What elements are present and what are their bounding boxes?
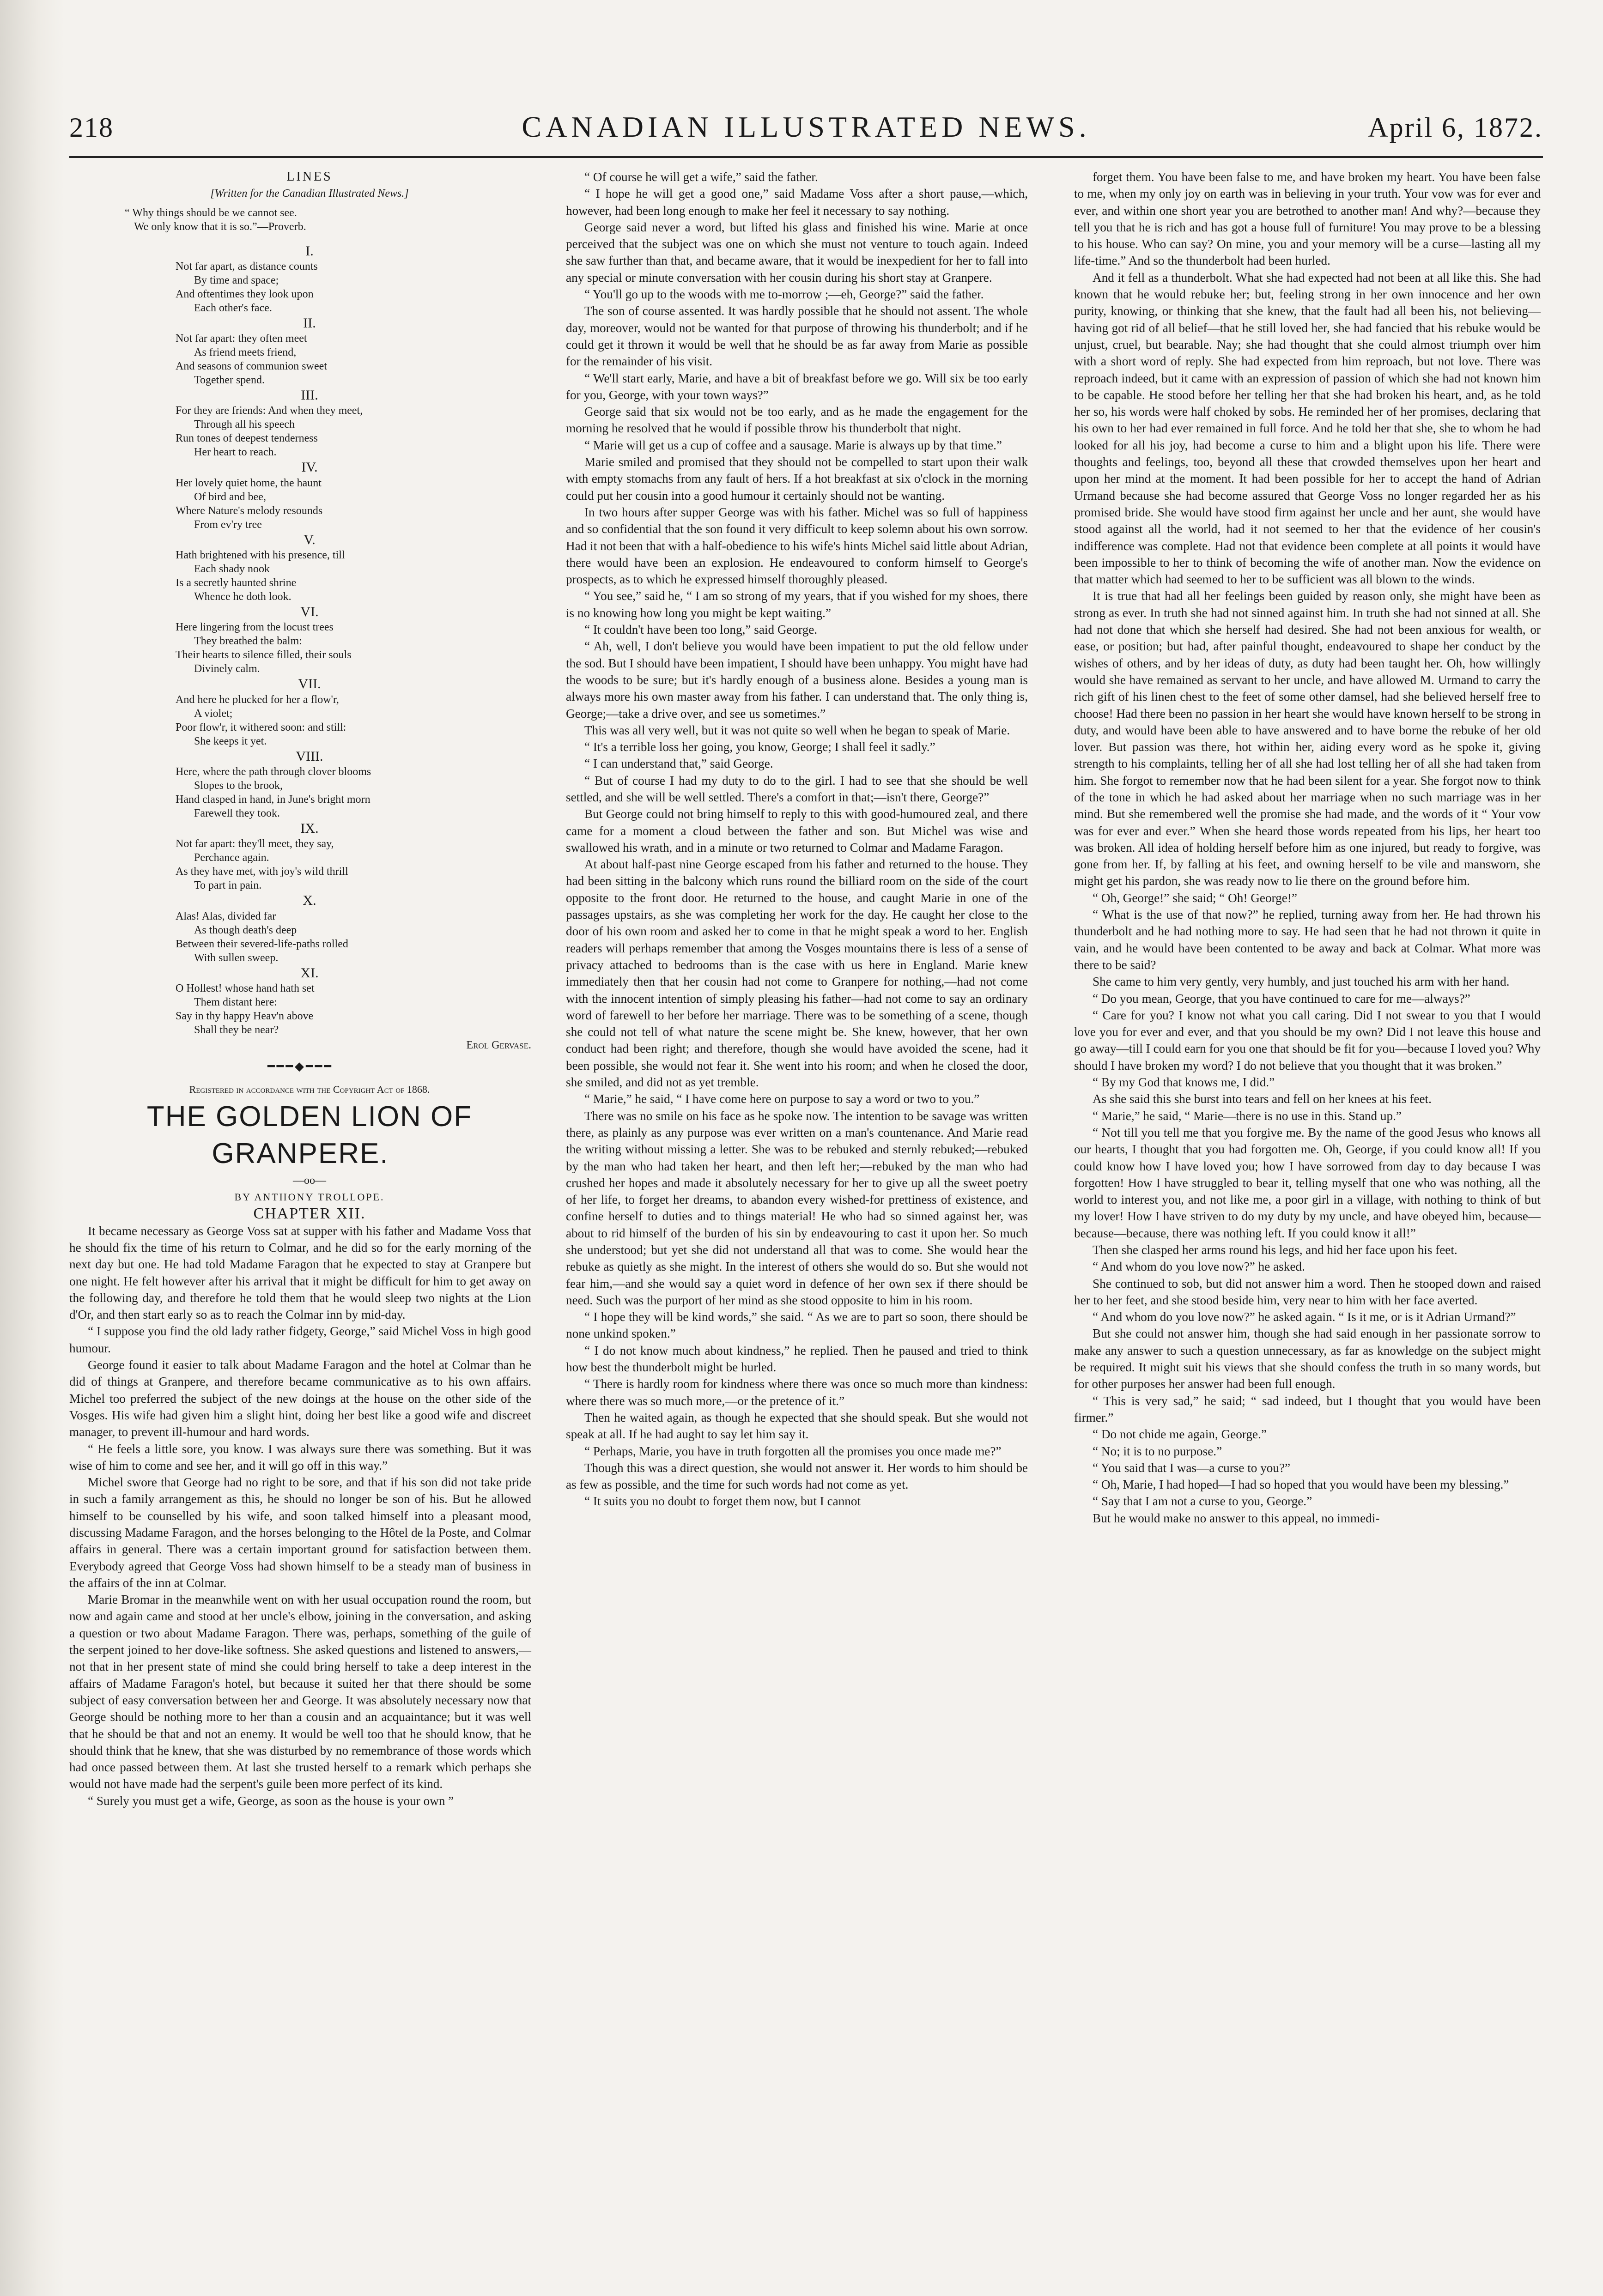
story-paragraph: “ Oh, Marie, I had hoped—I had so hoped that you would have been my blessing.” — [1093, 1478, 1509, 1492]
poem-line: Through all his speech — [194, 418, 295, 431]
story-paragraph: But George could not bring himself to reply to this with good-humoured zeal, and there came for a moment a cloud between the father and son. But Michel was wise and swallowed his wrath, and in a minute or two returned to Colmar and Madame Faragon. — [566, 807, 1028, 854]
story-paragraph: “ By my God that knows me, I did.” — [1093, 1075, 1275, 1090]
story-paragraph: “ Ah, well, I don't believe you would have been impatient to put the old fellow under the sod. But I should have been impatient, I should have been unhappy. You might have had the woods to be sure; but it's hardly enough of a business alone. Besides a young man is always more his own master away from his father. I can understand that. The only thing is, George;—take a drive over, and see us sometimes.” — [566, 639, 1028, 721]
poem-line: Where Nature's melody resounds — [176, 504, 323, 517]
story-paragraph: “ Marie,” he said, “ Marie—there is no use in this. Stand up.” — [1093, 1109, 1402, 1123]
story-paragraph: “ There is hardly room for kindness where there was once so much more than kindness: where there was so much more,—or the pretence of it.” — [566, 1377, 1028, 1408]
story-paragraph: And it fell as a thunderbolt. What she had expected had not been at all like this. She had known that he would rebuke her; but, feeling strong in her own innocence and her own purity, knowing, or thinking that she knew, that the fault had all been his, not believing—having got rid of all belief—that he still loved her, she had fancied that his rebuke would be unjust, cruel, but bearable. Nay; she had thought that she could almost triumph over him with a short word of reply. She had expected from him reproach, but not love. There was reproach indeed, but it came with an expression of passion of which she had not known him to be capable. He stood before her telling her that she had broken his heart, and, as he told her so, his words were half choked by sobs. He reminded her of her promises, declaring that his own to her had ever remained in full force. And he told her that she, she to whom he had looked for all his joy, had become a curse to him and a blight upon his life. There were thoughts and feelings, too, beyond all these that crowded themselves upon her heart and upon her mind at the moment. It had been possible for her to accept the hand of Adrian Urmand because she had become assured that George Voss no longer regarded her as his promised bride. She would have stood firm against her uncle and her aunt, she would have stood against all the world, had it not seemed to her that the evidence of her cousin's indifference was complete. Had not that evidence been complete at all points it would have been impossible to her to think of becoming the wife of another man. Now the evidence on that matter which had seemed to her to be sufficient was all blown to the winds. — [1074, 270, 1541, 587]
poem-stanza — [69, 748, 531, 820]
story-paragraph: As she said this she burst into tears and fell on her knees at his feet. — [1093, 1092, 1432, 1106]
poem-line: As though death's deep — [194, 924, 297, 936]
story-paragraph: “ Marie,” he said, “ I have come here on purpose to say a word or two to you.” — [584, 1092, 980, 1106]
story-paragraph: The son of course assented. It was hardly possible that he should not assent. The whole day, moreover, would not be wanted for that purpose of throwing his thunderbolt; and if he could get it thrown it would be well that he should be as far away from Marie as possible for the remainder of his visit. — [566, 304, 1028, 369]
poem-line: Shall they be near? — [194, 1024, 279, 1036]
poem-line: To part in pain. — [194, 879, 262, 892]
story-paragraph: “ Do you mean, George, that you have continued to care for me—always?” — [1093, 991, 1470, 1006]
poem-line: Whence he doth look. — [194, 591, 291, 603]
issue-date: April 6, 1872. — [1368, 112, 1543, 143]
poem-line: By time and space; — [194, 274, 279, 286]
poem-line: Is a secretly haunted shrine — [176, 577, 297, 589]
poem-line: Between their severed-life-paths rolled — [176, 938, 348, 950]
title-ornament: —oo— — [293, 1174, 326, 1187]
poem-line: Say in thy happy Heav'n above — [176, 1010, 314, 1022]
story-paragraph: “ You'll go up to the woods with me to-morrow ;—eh, George?” said the father. — [584, 287, 984, 302]
story-paragraph: It is true that had all her feelings been guided by reason only, she might have been as strong as ever. In truth she had not sinned against him. In truth she had not sinned at all. She had not done that which she herself had desired. She had not been anxious for wealth, or ease, or position; but had, after painful thought, endeavoured to shape her conduct by the wishes of others, and by her ideas of duty, as duty had been taught her. Oh, how willingly would she have remained as servant to her uncle, and have allowed M. Urmand to carry the rich gift of his linen chest to the feet of some other damsel, had she believed herself free to choose! Had there been no passion in her heart she would have known herself to be strong in duty, and would have been able to have answered and to have borne the rebuke of her old lover. But passion was there, hot within her, aiding every word as he spoke it, giving strength to his complaints, telling her of all she had lost telling her of all she had taken from him. She forgot to remember now that he had been silent for a year. She forgot now to think of the tone in which he had asked about her marriage when no such marriage was in her mind. But she remembered well the promise she had made, and the words of it “ Your vow was for ever and ever.” When she heard those words repeated from his lips, her heart too was broken. All idea of holding herself before him as one injured, but ready to forgive, was gone from her. If, by falling at his feet, and owning herself to be vile and mansworn, she might get his pardon, she was ready now to lie there on the ground before him. — [1074, 589, 1541, 888]
poem-line: Not far apart: they often meet — [176, 333, 307, 345]
story-paragraph: “ Care for you? I know not what you call caring. Did I not swear to you that I would love you for ever and ever, and that you should be my own? Did I not leave this house and go away—till I could earn for you one that should be fit for you—because I loved you? Why should I have broken my word? I do not believe that you thought that it was broken.” — [1074, 1008, 1541, 1072]
column-2 — [566, 169, 1028, 1510]
poem-stanza — [69, 820, 531, 892]
stanza-numeral: III. — [301, 388, 318, 403]
column-1-body — [69, 1223, 531, 1809]
poem-line: Hath brightened with his presence, till — [176, 549, 345, 562]
stanza-numeral: IV. — [301, 460, 318, 475]
story-paragraph: Marie Bromar in the meanwhile went on with her usual occupation round the room, but now and again came and stood at her uncle's elbow, joining in the conversation, and asking a question or two about Madame Faragon. There was, perhaps, something of the guile of the serpent joined to her dove-like softness. She asked questions and listened to answers,—not that in her present state of mind she could bring herself to take a deep interest in the affairs of Madame Faragon's hotel, but because it suited her that there should be some subject of easy conversation between her and George. It was absolutely necessary now that George should be nothing more to her than a cousin and an acquaintance; but it was well that he should be that and not an enemy. It would be well too that he should know, that he should think that he knew, that she was disturbed by no remembrance of those words which had once passed between them. At last she trusted herself to a remark which perhaps she would not have made had the serpent's guile been more perfect of its kind. — [69, 1593, 531, 1791]
story-paragraph: Then she clasped her arms round his legs, and hid her face upon his feet. — [1093, 1243, 1457, 1257]
poem-line: And here he plucked for her a flow'r, — [176, 693, 339, 706]
stanza-numeral: XI. — [300, 965, 319, 981]
poem-line: As they have met, with joy's wild thrill — [176, 866, 348, 878]
story-paragraph: She came to him very gently, very humbly, and just touched his arm with her hand. — [1093, 975, 1510, 989]
story-paragraph: “ And whom do you love now?” he asked. — [1093, 1260, 1305, 1274]
story-paragraph: “ Say that I am not a curse to you, George.” — [1093, 1494, 1312, 1508]
story-title: THE GOLDEN LION OF GRANPERE. — [146, 1100, 473, 1169]
column-3 — [1074, 169, 1541, 1527]
story-paragraph: “ We'll start early, Marie, and have a bit of breakfast before we go. Will six be too early for you, George, with your town ways?” — [566, 371, 1028, 402]
poem-stanza — [69, 604, 531, 676]
stanza-numeral: X. — [303, 893, 316, 909]
poem-line: Here, where the path through clover blooms — [176, 765, 371, 778]
story-paragraph: “ It couldn't have been too long,” said George. — [584, 623, 818, 637]
poem-line: She keeps it yet. — [194, 735, 267, 747]
poem-stanza — [69, 315, 531, 387]
story-paragraph: “ Oh, George!” she said; “ Oh! George!” — [1093, 891, 1297, 905]
poem-line: Her lovely quiet home, the haunt — [176, 477, 322, 489]
poem-stanzas — [69, 243, 531, 1037]
poem-line: Of bird and bee, — [194, 491, 266, 503]
story-paragraph: “ Do not chide me again, George.” — [1093, 1427, 1267, 1442]
ornament-divider: ━━━◆━━━ — [267, 1060, 333, 1073]
story-paragraph: “ You said that I was—a curse to you?” — [1093, 1460, 1291, 1475]
stanza-numeral: VI. — [300, 604, 319, 620]
poem-line: Farewell they took. — [194, 807, 280, 819]
poem-line: O Hollest! whose hand hath set — [176, 982, 315, 994]
poem-line: Poor flow'r, it withered soon: and still: — [176, 721, 346, 733]
column-1 — [69, 169, 531, 1809]
page-edge-shadow — [0, 0, 65, 2296]
story-paragraph: “ Of course he will get a wife,” said the father. — [584, 170, 818, 184]
poem-line: Alas! Alas, divided far — [176, 910, 276, 922]
page-header — [69, 106, 1543, 157]
poem-line: Not far apart, as distance counts — [176, 260, 318, 273]
story-paragraph: She continued to sob, but did not answer him a word. Then he stooped down and raised her to her feet, and she stood beside him, very near to him with her face averted. — [1074, 1276, 1541, 1307]
story-paragraph: “ What is the use of that now?” he replied, turning away from her. He had thrown his thunderbolt and he had nothing more to say. He had seen that he had not thrown it quite in vain, and he would have been contented to be away and back at Colmar. What more was there to be said? — [1074, 908, 1541, 972]
story-paragraph: George found it easier to talk about Madame Faragon and the hotel at Colmar than he did of things at Granpere, and therefore became communicative as to his own affairs. Michel too preferred the subject of the new doings at the house on the other side of the Vosges. His wife had given him a slight hint, doing her best like a good wife and discreet manager, to prevent ill-humour and hard words. — [69, 1358, 531, 1439]
story-paragraph: George said that six would not be too early, and as he made the engagement for the morning he resolved that he would if possible throw his thunderbolt that night. — [566, 405, 1028, 436]
poem-line: Not far apart: they'll meet, they say, — [176, 838, 334, 850]
story-paragraph: This was all very well, but it was not quite so well when he began to speak of Marie. — [584, 723, 1010, 737]
story-paragraph: There was no smile on his face as he spoke now. The intention to be savage was written there, as plainly as any purpose was ever written on a man's countenance. And Marie read the writing without missing a letter. She was to be rebuked and sternly rebuked;—rebuked by the man who had taken her heart, and then left her;—rebuked by the man who had crushed her hopes and made it absolutely necessary for her to give up all the sweet poetry of her life, to forget her dreams, to abandon every wished-for prettiness of existence, and confine herself to duties and to things material! He who had so sinned against her, was about to rid himself of the burden of his sin by endeavouring to cast it upon her. So much she understood; but yet she did not understand all that was to come. She would hear the rebuke as quietly as she might. In the interest of others she would do so. But she would not fear him,—and she would say a quiet word in defence of her own sex if there should be need. Such was the purport of her mind as she stood opposite to him in his room. — [566, 1109, 1028, 1307]
poem-line: For they are friends: And when they meet, — [176, 405, 363, 417]
poem-line: Perchance again. — [194, 852, 269, 864]
chapter-heading: CHAPTER XII. — [253, 1205, 366, 1223]
stanza-numeral: IX. — [300, 820, 319, 836]
story-paragraph: forget them. You have been false to me, and have broken my heart. You have been false to me, when my only joy on earth was in believing in your truth. Your vow was for ever and ever, and within one short year you are betrothed to another man! And why?—because they tell you that he is rich and has got a house full of furniture! You may prove to be a blessing to his house. Who can say? On mine, you and your memory will be a curse—lasting all my life-time.” And so the thunderbolt had been hurled. — [1074, 170, 1541, 268]
story-paragraph: “ No; it is to no purpose.” — [1093, 1444, 1222, 1458]
copyright-notice: Registered in accordance with the Copyright Act of 1868. — [189, 1084, 430, 1096]
story-paragraph: But he would make no answer to this appeal, no immedi- — [1093, 1511, 1380, 1525]
poem-line: Her heart to reach. — [194, 446, 277, 459]
story-paragraph: “ This is very sad,” he said; “ sad indeed, but I thought that you would have been firmer.” — [1074, 1393, 1541, 1424]
story-paragraph: It became necessary as George Voss sat at supper with his father and Madame Voss that he should fix the time of his return to Colmar, and he did so for the early morning of the next day but one. He had told Madame Faragon that he expected to stay at Granpere but one night. He felt however after his arrival that it might be difficult for him to get away on the following day, and therefore he told them that he would sleep two nights at the Lion d'Or, and then start early so as to reach the Colmar inn by mid-day. — [69, 1224, 531, 1322]
poem-line: From ev'ry tree — [194, 518, 262, 531]
poem-signature: Erol Gervase. — [466, 1039, 531, 1051]
poem-subtitle: [Written for the Canadian Illustrated News.] — [210, 188, 409, 200]
poem-line: Each other's face. — [194, 302, 272, 314]
poem-stanza — [69, 459, 531, 531]
header-rule — [69, 156, 1543, 158]
story-author: BY ANTHONY TROLLOPE. — [234, 1191, 385, 1203]
poem-stanza — [69, 387, 531, 459]
epigraph-line: We only know that it is so.”—Proverb. — [134, 220, 306, 233]
poem-stanza — [69, 676, 531, 748]
poem-line: Them distant here: — [194, 996, 277, 1008]
story-paragraph: Marie smiled and promised that they should not be compelled to start upon their walk with empty stomachs from any fault of hers. If a hot breakfast at six o'clock in the morning could put her cousin into a good humour it certainly should not be wanting. — [566, 455, 1028, 503]
epigraph-line: “ Why things should be we cannot see. — [125, 206, 297, 219]
story-paragraph: “ It's a terrible loss her going, you know, George; I shall feel it sadly.” — [584, 740, 935, 754]
stanza-numeral: V. — [304, 532, 316, 547]
masthead: CANADIAN ILLUSTRATED NEWS. — [522, 110, 1091, 143]
story-paragraph: George said never a word, but lifted his glass and finished his wine. Marie at once perceived that the subject was one on which she must not venture to touch again. Indeed she saw further than that, and became aware, that it would be inexpedient for her to fall into any special or minute conversation with her cousin during his short stay at Granpere. — [566, 220, 1028, 285]
poem-line: Run tones of deepest tenderness — [176, 432, 318, 445]
story-paragraph: “ Perhaps, Marie, you have in truth forgotten all the promises you once made me?” — [584, 1444, 1002, 1458]
poem-stanza — [69, 965, 531, 1037]
story-paragraph: “ Marie will get us a cup of coffee and a sausage. Marie is always up by that time.” — [584, 438, 1002, 452]
poem-stanza — [69, 892, 531, 964]
poem-line: And oftentimes they look upon — [176, 288, 314, 300]
story-paragraph: But she could not answer him, though she had said enough in her passionate sorrow to make any answer to such a question unnecessary, as far as knowledge on the subject might be required. It might suit his views that she should confess the truth in so many words, but for other purposes her answer had been full enough. — [1074, 1327, 1541, 1391]
story-paragraph: Though this was a direct question, she would not answer it. Her words to him should be as few as possible, and the time for such words had not come as yet. — [566, 1460, 1028, 1492]
poem-line: With sullen sweep. — [194, 951, 279, 964]
poem-line: And seasons of communion sweet — [176, 360, 327, 373]
poem-line: Divinely calm. — [194, 663, 260, 675]
poem-line: Here lingering from the locust trees — [176, 621, 334, 634]
poem-title: LINES — [286, 170, 333, 184]
poem-line: Slopes to the brook, — [194, 779, 283, 792]
poem-stanza — [69, 243, 531, 315]
story-paragraph: “ It suits you no doubt to forget them now, but I cannot — [584, 1494, 861, 1508]
poem-line: They breathed the balm: — [194, 635, 302, 648]
stanza-numeral: II. — [303, 315, 316, 331]
story-paragraph: “ And whom do you love now?” he asked again. “ Is it me, or is it Adrian Urmand?” — [1093, 1310, 1516, 1324]
story-paragraph: “ I do not know much about kindness,” he replied. Then he paused and tried to think how best the thunderbolt might be hurled. — [566, 1343, 1028, 1375]
story-paragraph: Michel swore that George had no right to be sore, and that if his son did not take pride in such a family arrangement as this, he should no longer be son of his. But he allowed himself to be counselled by his wife, and soon talked himself into a pleasant mood, discussing Madame Faragon, and the horses belonging to the Hôtel de la Poste, and Colmar affairs in general. There was a certain important ground for satisfaction between them. Everybody agreed that George Voss had shown himself to be a steady man of business in the affairs of the inn at Colmar. — [69, 1475, 531, 1590]
story-paragraph: “ Surely you must get a wife, George, as soon as the house is your own ” — [88, 1793, 454, 1808]
story-paragraph: At about half-past nine George escaped from his father and returned to the house. They had been sitting in the balcony which runs round the billiard room on the side of the court opposite to the front door. He returned to the house, and caught Marie in one of the passages upstairs, as she was completing her work for the day. He caught her close to the door of his own room and asked her to come in that he might speak a word to her. English readers will perhaps remember that among the Vosges mountains there is less of a sense of privacy attached to bedrooms than is the case with us here in England. Marie knew immediately then that her cousin had not come to Granpere for nothing,—had not come with the innocent intention of simply pleasing his father—had not come to say an ordinary word of farewell to her before her marriage. There was to be something of a scene, though she could not tell of what nature the scene might be. She knew, however, that her own conduct had been right; and therefore, though she would have avoided the scene, had it been possible, she would not fear it. She went into his room; and when he closed the door, she smiled, and did not as yet tremble. — [566, 857, 1028, 1090]
story-paragraph: “ But of course I had my duty to do to the girl. I had to see that she should be well settled, and she will be well settled. There's a comfort in that;—isn't there, George?” — [566, 773, 1028, 804]
story-paragraph: “ You see,” said he, “ I am so strong of my years, that if you wished for my shoes, there is no knowing how long you might be kept waiting.” — [566, 589, 1028, 620]
poem-line: Hand clasped in hand, in June's bright morn — [176, 793, 370, 806]
stanza-numeral: VIII. — [296, 748, 323, 764]
story-paragraph: Then he waited again, as though he expected that she should speak. But she would not speak at all. If he had aught to say let him say it. — [566, 1410, 1028, 1442]
story-paragraph: “ He feels a little sore, you know. I was always sure there was something. But it was wise of him to come and see her, and it will go off in this way.” — [69, 1442, 531, 1472]
story-paragraph: “ I can understand that,” said George. — [584, 757, 773, 771]
poem-line: Each shady nook — [194, 563, 270, 576]
story-paragraph: “ I hope they will be kind words,” she said. “ As we are to part so soon, there should be none unkind spoken.” — [566, 1310, 1028, 1341]
poem-epigraph — [125, 206, 531, 234]
poem-line: Together spend. — [194, 374, 265, 387]
story-paragraph: “ Not till you tell me that you forgive me. By the name of the good Jesus who knows all our hearts, I thought that you had forgotten me. Oh, George, if you could know all! If you could know how I have loved you; how I have sorrowed from day to day because I was forgotten! How I have struggled to bear it, telling myself that one who was nothing, all the world to interest you, and not like me, a poor girl in a village, with nothing to think of but my lover! How I have striven to do my duty by my uncle, and have obeyed him, because—because—because, there was nothing left. If you could know it all!” — [1074, 1125, 1541, 1240]
stanza-numeral: I. — [305, 243, 314, 259]
story-paragraph: In two hours after supper George was with his father. Michel was so full of happiness and so confidential that the son found it very difficult to keep solemn about his own sorrow. Had it not been that with a half-obedience to his wife's hints Michel said little about Adrian, there would have been an explosion. He endeavoured to conform himself to George's prospects, as to which he expressed himself thoroughly pleased. — [566, 505, 1028, 587]
stanza-numeral: VII. — [298, 676, 321, 692]
poem-line: A violet; — [194, 707, 233, 720]
page-number: 218 — [69, 112, 114, 143]
poem-stanza — [69, 532, 531, 604]
story-paragraph: “ I hope he will get a good one,” said Madame Voss after a short pause,—which, however, had been long enough to make her feel it necessary to say nothing. — [566, 187, 1028, 218]
story-paragraph: “ I suppose you find the old lady rather fidgety, George,” said Michel Voss in high good humour. — [69, 1324, 531, 1355]
poem-line: As friend meets friend, — [194, 346, 297, 359]
poem-line: Their hearts to silence filled, their souls — [176, 649, 352, 661]
